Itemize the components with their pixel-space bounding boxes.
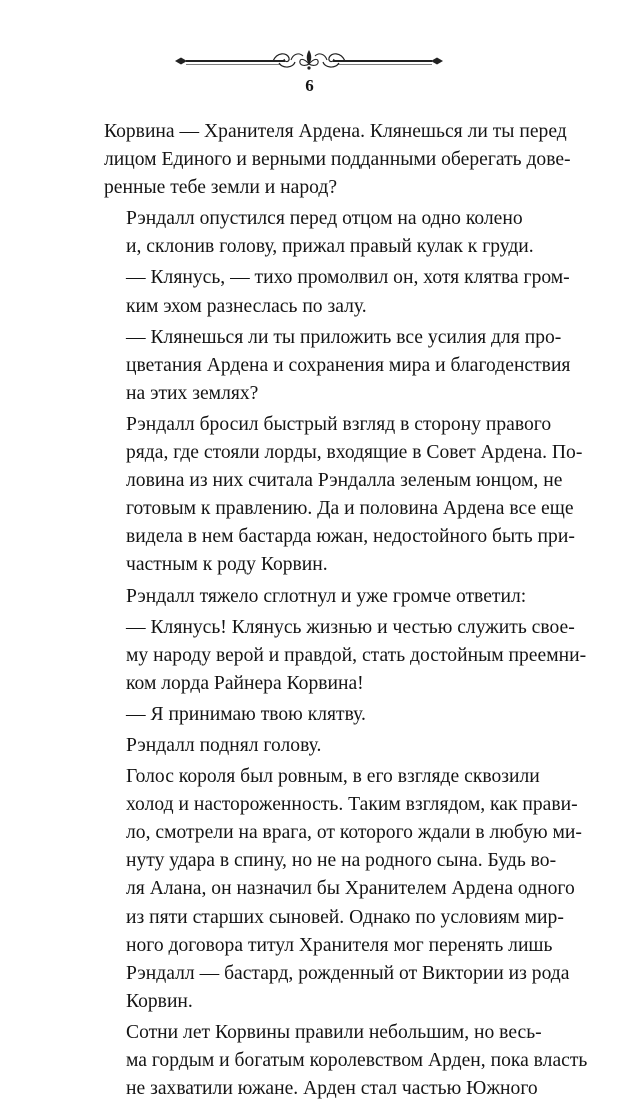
text-line: — Клянусь, — тихо промолвил он, хотя клятва гром- [126,267,570,289]
ornamental-divider-icon [173,48,445,74]
text-line: ного договора титул Хранителя мог перенять лишь [126,934,553,956]
text-line: ля Алана, он назначил бы Хранителем Ардена одного [126,878,575,900]
text-line: Сотни лет Корвины правили небольшим, но весь- [126,1021,542,1043]
body-text [104,118,588,1103]
paragraph [104,701,516,729]
text-line: Корвин. [126,990,193,1012]
text-line: ловина из них считала Рэндалла зеленым юнцом, не [126,470,563,492]
text-line: видела в нем бастарда южан, недостойного быть при- [126,526,575,548]
paragraph [104,118,571,202]
text-line: цветания Ардена и сохранения мира и благоденствия [126,354,571,376]
paragraph [104,583,527,611]
text-line: ряда, где стояли лорды, входящие в Совет Ардена. По- [126,442,583,464]
text-line: ма гордым и богатым королевством Арден, пока власть [126,1050,588,1071]
text-line: готовым к правлению. Да и половина Ардена все еще [126,498,574,520]
text-line: ло, смотрели на врага, от которого ждали в любую ми- [126,822,582,844]
text-line: частным к роду Корвин. [126,554,328,576]
paragraph [104,1019,588,1103]
text-line: Корвина — Хранителя Ардена. Клянешься ли ты перед [104,121,567,142]
paragraph [104,614,587,698]
text-line: Рэндалл бросил быстрый взгляд в сторону правого [126,413,552,435]
page-header [0,36,619,106]
paragraph [104,732,516,760]
paragraph [104,411,583,580]
text-line: — Клянусь! Клянусь жизнью и честью служить свое- [126,616,575,638]
text-line: лицом Единого и верными подданными оберегать дове- [104,149,571,171]
text-line: Рэндалл тяжело сглотнул и уже громче ответил: [126,585,527,607]
text-line: Рэндалл поднял голову. [126,734,322,756]
text-line: ким эхом разнеслась по залу. [126,295,367,317]
text-line: и, склонив голову, прижал правый кулак к груди. [126,236,534,258]
text-line: ренные тебе земли и народ? [104,177,338,199]
paragraph [104,763,582,1016]
text-line: на этих землях? [126,382,259,404]
paragraph [104,264,570,320]
paragraph [104,205,534,261]
text-line: — Клянешься ли ты приложить все усилия для про- [126,326,562,348]
text-line: Голос короля был ровным, в его взгляде сквозили [126,766,540,788]
page-number: 6 [305,76,314,95]
text-line: му народу верой и правдой, стать достойным преемни- [126,644,587,666]
text-line: — Я принимаю твою клятву. [126,703,366,725]
paragraph [104,324,571,408]
text-line: не захватили южане. Арден стал частью Южного [126,1078,538,1100]
text-line: холод и настороженность. Таким взглядом, как прави- [126,794,578,816]
text-line: нуту удара в спину, но не на родного сына. Будь во- [126,850,557,872]
text-line: ком лорда Райнера Корвина! [126,672,364,694]
text-line: Рэндалл опустился перед отцом на одно колено [126,208,523,230]
text-line: из пяти старших сыновей. Однако по условиям мир- [126,906,564,928]
text-line: Рэндалл — бастард, рожденный от Виктории из рода [126,962,570,984]
